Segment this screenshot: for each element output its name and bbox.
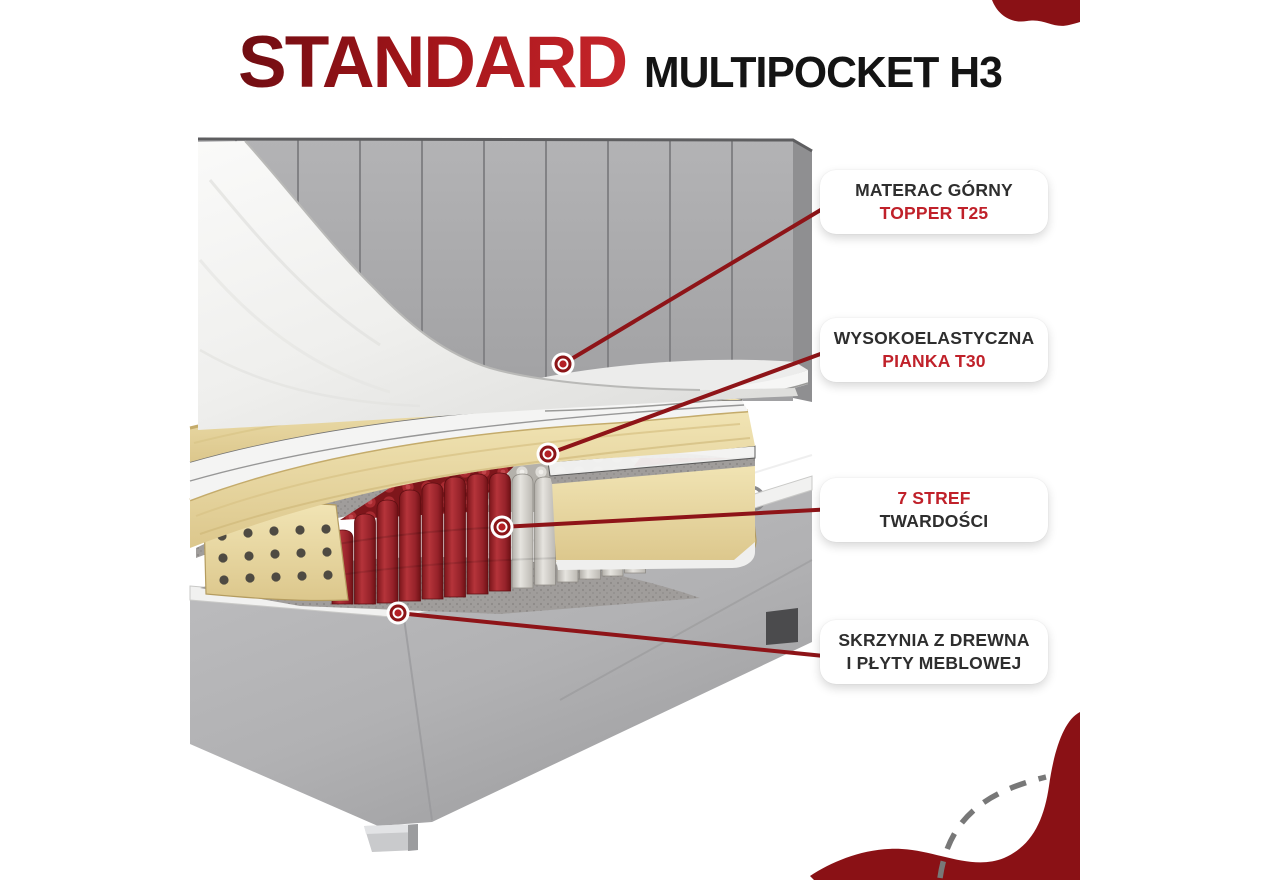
title-model: MULTIPOCKET H3 — [644, 48, 1003, 97]
callout-marker-icon — [537, 443, 560, 466]
callout-zones — [820, 478, 1048, 542]
title-brand: STANDARD — [238, 22, 627, 103]
callout-marker-icon — [491, 516, 514, 539]
callout-line2: TOPPER T25 — [879, 203, 989, 223]
callout-line2: PIANKA T30 — [882, 351, 986, 371]
callout-line1: WYSOKOELASTYCZNA — [833, 328, 1035, 348]
page-title — [238, 22, 1013, 103]
callout-marker-icon — [552, 353, 575, 376]
bed-foot-dark — [766, 608, 798, 645]
callout-line2: I PŁYTY MEBLOWEJ — [846, 653, 1022, 673]
callout-marker-icon — [387, 602, 410, 625]
callout-line1: 7 STREF — [897, 488, 971, 508]
callout-box-frame — [820, 620, 1048, 684]
corner-wave-icon — [992, 0, 1080, 26]
bed-foot — [364, 824, 418, 852]
callout-line1: MATERAC GÓRNY — [855, 180, 1013, 200]
callout-line2: TWARDOŚCI — [879, 511, 989, 531]
corner-wave-icon — [810, 712, 1080, 880]
callout-foam — [820, 318, 1048, 382]
callout-line1: SKRZYNIA Z DREWNA — [838, 630, 1030, 650]
mattress-side — [548, 446, 755, 570]
callout-topper — [820, 170, 1048, 234]
